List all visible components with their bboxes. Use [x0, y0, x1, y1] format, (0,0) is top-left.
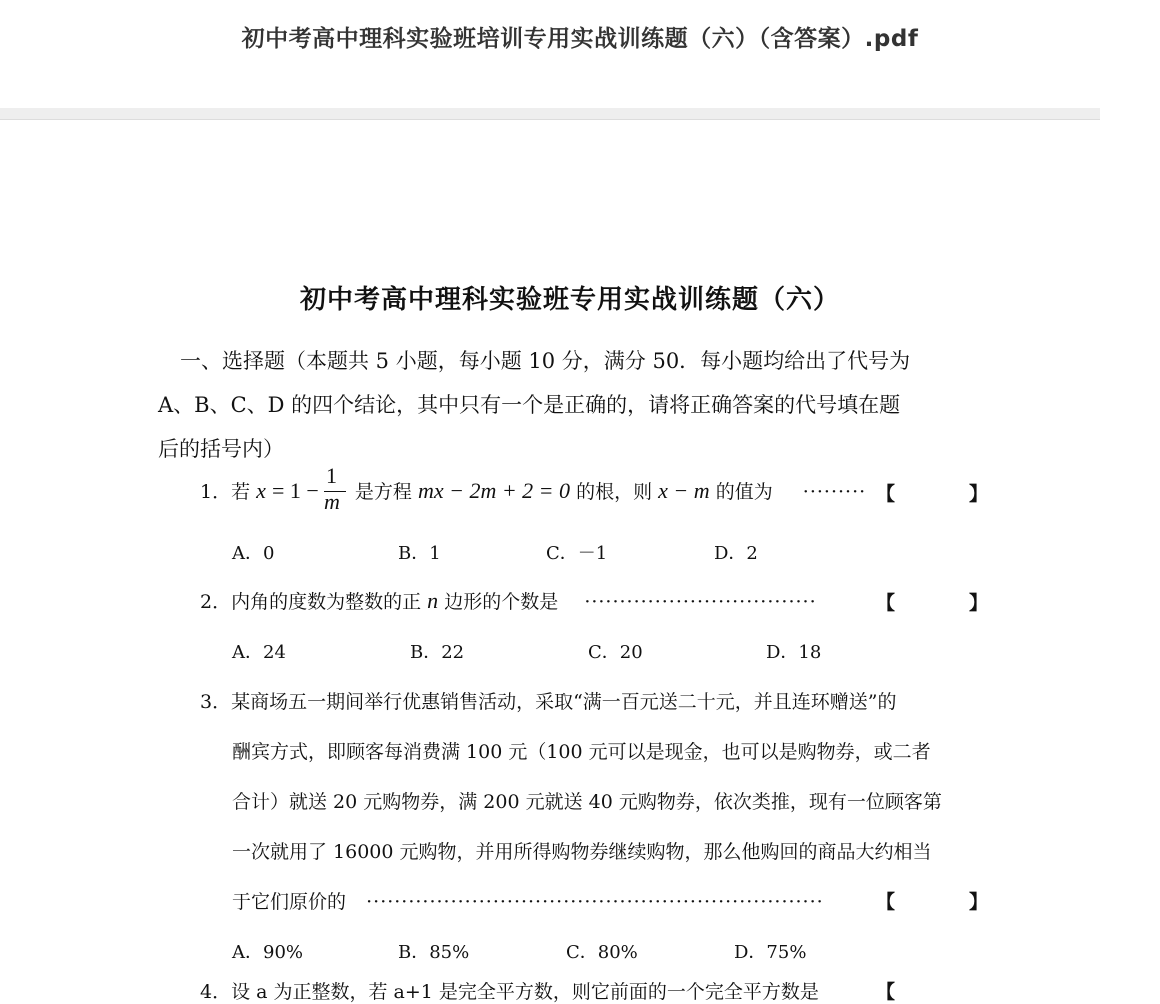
section-intro	[158, 339, 998, 471]
question-text: 某商场五一期间举行优惠销售活动，采取“满一百元送二十元，并且连环赠送”的	[231, 691, 897, 713]
section-intro-line: 一、选择题（本题共 5 小题，每小题 10 分，满分 50．每小题均给出了代号为	[180, 349, 911, 373]
answer-bracket	[876, 588, 988, 615]
answer-bracket	[876, 479, 988, 506]
question-number: 4．	[200, 981, 232, 1003]
page-separator	[0, 108, 1100, 120]
option-d: D．2	[714, 543, 758, 564]
option-b: B．22	[410, 642, 465, 663]
option-b: B．85%	[398, 942, 470, 963]
fraction-numerator: 1	[326, 463, 337, 488]
document-title: 初中考高中理科实验班培训专用实战训练题（六）（含答案）.pdf	[241, 26, 919, 52]
option-a: A．0	[232, 543, 275, 564]
bracket-open: 【	[876, 891, 896, 913]
option-c: C．20	[588, 642, 643, 663]
bracket-close: 】	[969, 891, 989, 913]
question-number: 1．	[200, 481, 232, 503]
bracket-open: 【	[876, 981, 896, 1003]
question-text-line	[232, 887, 824, 914]
question-2	[200, 587, 817, 614]
question-number: 3．	[200, 691, 232, 713]
question-number: 2．	[200, 591, 232, 613]
question-text: 的根，则	[576, 481, 653, 503]
math-expression: x − m	[658, 478, 710, 503]
bracket-close: 】	[969, 592, 989, 614]
question-text: 设 a 为正整数，若 a+1 是完全平方数，则它前面的一个完全平方数是	[231, 981, 819, 1003]
option-c: C．－1	[546, 543, 608, 564]
question-text: 是方程	[354, 481, 412, 503]
question-text-line: 一次就用了 16000 元购物，并用所得购物券继续购物，那么他购回的商品大约相当	[232, 841, 932, 863]
math-equation: mx − 2m + 2 = 0	[417, 478, 571, 503]
question-4	[200, 977, 819, 1004]
question-text: 内角的度数为整数的正	[231, 591, 422, 613]
viewer-header	[0, 0, 1100, 108]
question-text-line: 酬宾方式，即顾客每消费满 100 元（100 元可以是现金，也可以是购物券，或二者	[232, 741, 931, 763]
bracket-open: 【	[876, 592, 896, 614]
leader-dots: ·········	[802, 481, 867, 503]
question-text: 边形的个数是	[444, 591, 559, 613]
question-text: 的值为	[715, 481, 773, 503]
option-d: D．75%	[734, 942, 807, 963]
page-title: 初中考高中理科实验班专用实战训练题（六）	[299, 285, 840, 315]
option-d: D．18	[766, 642, 822, 663]
math-variable: n	[427, 588, 439, 613]
option-a: A．24	[232, 642, 286, 663]
section-intro-line: 后的括号内）	[158, 437, 284, 461]
question-text-line: 合计）就送 20 元购物券，满 200 元就送 40 元购物券，依次类推，现有一位顾客第	[232, 791, 942, 813]
pdf-page	[0, 121, 1100, 1003]
leader-dots: ·································	[584, 591, 817, 613]
option-a: A．90%	[232, 942, 304, 963]
section-intro-line: A、B、C、D 的四个结论，其中只有一个是正确的，请将正确答案的代号填在题	[158, 393, 901, 417]
option-c: C．80%	[566, 942, 638, 963]
bracket-close: 】	[969, 483, 989, 505]
question-1	[200, 477, 866, 504]
answer-bracket	[876, 977, 895, 1004]
question-text: 于它们原价的	[232, 891, 347, 913]
question-text: 若	[231, 481, 251, 503]
math-expression: = 1 −	[271, 478, 319, 503]
fraction-denominator: m	[324, 489, 340, 514]
answer-bracket	[876, 887, 988, 914]
bracket-open: 【	[876, 483, 896, 505]
leader-dots: ·································································	[366, 891, 824, 913]
question-3	[200, 687, 897, 714]
option-b: B．1	[398, 543, 441, 564]
math-variable: x	[256, 478, 266, 503]
